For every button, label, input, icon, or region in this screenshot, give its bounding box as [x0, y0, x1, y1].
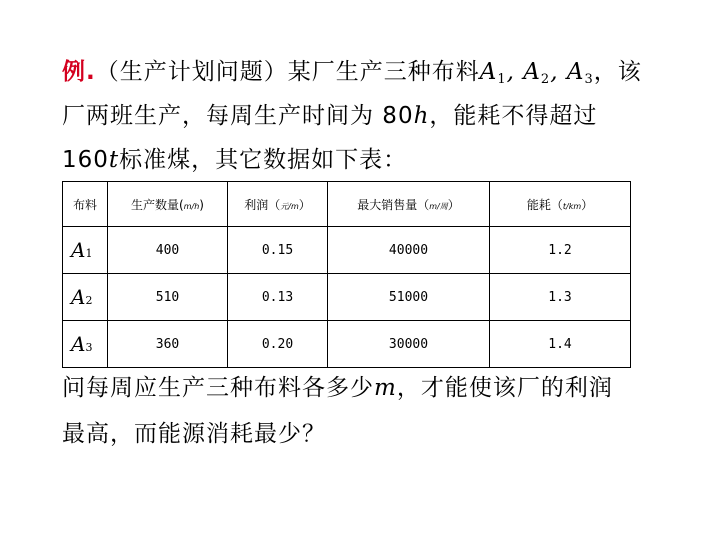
row-label: A1 [63, 227, 108, 274]
problem-line-2 [62, 101, 597, 131]
table-cell: 1.3 [490, 274, 631, 321]
table-cell: 0.13 [228, 274, 328, 321]
question-line-1-tail: ，才能使该厂的利润 [396, 375, 613, 401]
table-cell: 40000 [328, 227, 490, 274]
table-cell: 51000 [328, 274, 490, 321]
problem-line-2-tail: ，能耗不得超过 [429, 103, 598, 129]
table-row [63, 321, 631, 368]
row-label: A3 [63, 321, 108, 368]
row-label: A2 [63, 274, 108, 321]
unit-ton: t [108, 147, 120, 173]
table-cell: 510 [108, 274, 228, 321]
problem-line-1: 例.（生产计划问题）某厂生产三种布料$A_1$, $A_2$, $A_3$，该 [62, 59, 642, 87]
table-cell: 0.20 [228, 321, 328, 368]
example-label: 例. [62, 59, 96, 85]
problem-line-3 [62, 145, 407, 175]
table-cell: 360 [108, 321, 228, 368]
table-cell: 0.15 [228, 227, 328, 274]
header-max-sales: 最大销售量（m/周） [328, 182, 490, 227]
fabric-a2: $A_2$ [523, 59, 551, 87]
header-energy: 能耗（t/km） [490, 182, 631, 227]
table-cell: 400 [108, 227, 228, 274]
header-fabric: 布料 [63, 182, 108, 227]
data-table [62, 181, 631, 368]
problem-line-3-tail: 标准煤，其它数据如下表： [119, 147, 408, 173]
header-production: 生产数量(m/h) [108, 182, 228, 227]
question-line-2 [62, 419, 326, 449]
problem-line-1-text: （生产计划问题）某厂生产三种布料 [95, 59, 480, 85]
table-row [63, 227, 631, 274]
table-row [63, 274, 631, 321]
problem-line-1-tail: ，该 [593, 59, 642, 85]
table-cell: 30000 [328, 321, 490, 368]
fabric-a3: $A_3$ [566, 59, 594, 87]
question-line-1 [62, 373, 613, 403]
unit-meter: m [374, 375, 397, 401]
coal-limit: 160 [62, 147, 109, 173]
table-header-row [63, 182, 631, 227]
fabric-a1: $A_1$ [479, 59, 507, 87]
problem-line-2-text: 厂两班生产，每周生产时间为 80 [62, 103, 414, 129]
header-profit: 利润（元/m） [228, 182, 328, 227]
question-line-2-text: 最高，而能源消耗最少？ [62, 421, 326, 447]
question-line-1-text: 问每周应生产三种布料各多少 [62, 375, 374, 401]
table-cell: 1.4 [490, 321, 631, 368]
table-cell: 1.2 [490, 227, 631, 274]
unit-hour: h [413, 103, 430, 129]
